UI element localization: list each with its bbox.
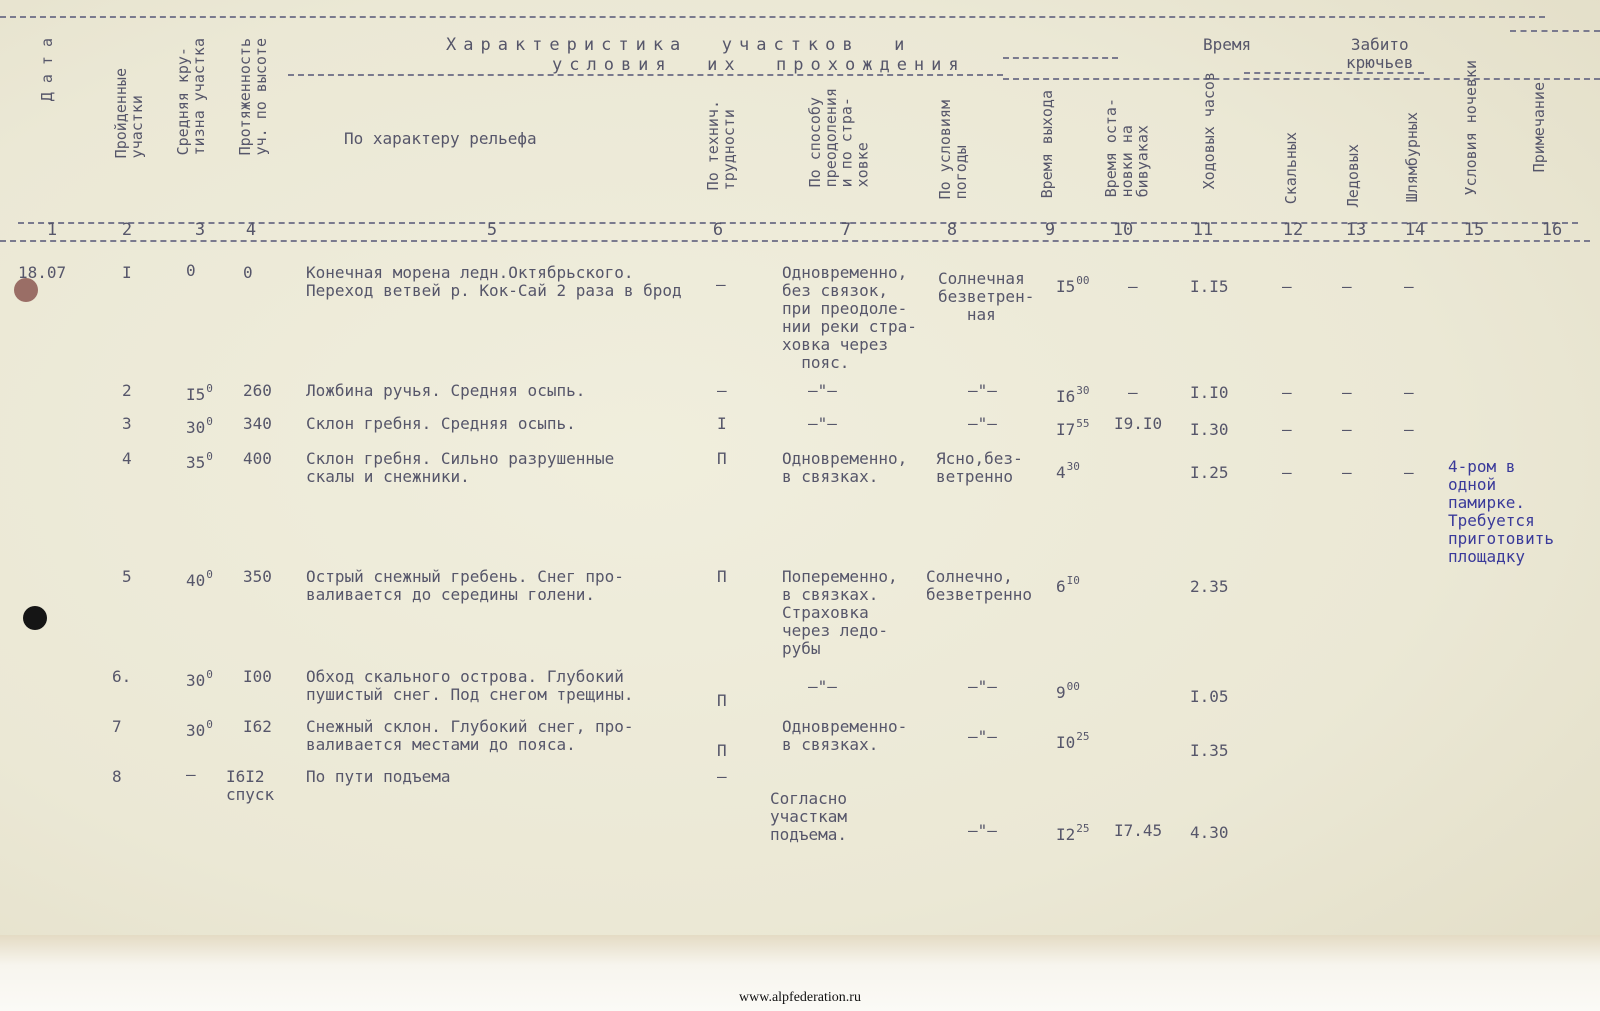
- row-rock-hooks: –: [1282, 277, 1292, 296]
- row-number: 6.: [112, 667, 132, 686]
- column-number: 12: [1282, 220, 1304, 240]
- column-number: 16: [1541, 220, 1563, 240]
- slope-value: 0: [186, 261, 196, 280]
- row-length: 260: [243, 381, 272, 400]
- departure-hour: 9: [1056, 683, 1066, 702]
- row-departure: [1056, 272, 1090, 296]
- row-slope: [186, 262, 196, 280]
- row-bolt-hooks: –: [1404, 463, 1414, 482]
- column-number: 5: [486, 220, 498, 240]
- slope-value: –: [186, 765, 196, 784]
- row-length: I00: [243, 667, 272, 686]
- header-rock: Скальных: [1282, 132, 1300, 205]
- departure-minutes: 00: [1076, 274, 1090, 287]
- row-number: 8: [112, 767, 122, 786]
- departure-minutes: 00: [1066, 680, 1080, 693]
- header-ice: Ледовых: [1344, 144, 1362, 208]
- header-walk-hours: Ходовых часов: [1200, 72, 1218, 190]
- header-overnight: Условия ночевки: [1462, 60, 1480, 196]
- numbers-bottom-rule: [0, 240, 1590, 242]
- row-bolt-hooks: –: [1404, 383, 1414, 402]
- header-note: Примечание: [1530, 82, 1548, 173]
- header-sections: Пройденные участки: [112, 68, 146, 159]
- degree-mark: 0: [206, 568, 213, 581]
- column-number: 13: [1345, 220, 1367, 240]
- header-departure: Время выхода: [1038, 90, 1056, 199]
- departure-hour: I2: [1056, 825, 1076, 844]
- slope-value: 30: [186, 418, 206, 437]
- header-bolts: Шлямбурных: [1403, 112, 1421, 203]
- row-weather: Солнечно, безветренно: [926, 567, 1032, 604]
- row-slope: [186, 413, 213, 437]
- slope-value: 30: [186, 671, 206, 690]
- header-tech: По технич. трудности: [704, 100, 738, 191]
- header-hammered: Забито крючьев: [1346, 35, 1414, 72]
- row-rock-hooks: –: [1282, 463, 1292, 482]
- column-number: 3: [194, 220, 206, 240]
- row-method: –"–: [808, 414, 837, 433]
- departure-hour: 6: [1056, 577, 1066, 596]
- row-number: 7: [112, 717, 122, 736]
- row-method: –"–: [808, 677, 837, 696]
- row-weather: –"–: [968, 727, 997, 746]
- row-walk-hours: I.35: [1190, 741, 1229, 760]
- top-rule-right: [1510, 30, 1600, 32]
- degree-mark: 0: [206, 415, 213, 428]
- punch-hole: [23, 606, 47, 630]
- row-ice-hooks: –: [1342, 383, 1352, 402]
- row-ice-hooks: –: [1342, 420, 1352, 439]
- column-number: 11: [1192, 220, 1214, 240]
- departure-minutes: 30: [1076, 384, 1090, 397]
- row-slope: [186, 716, 213, 740]
- slope-value: 30: [186, 721, 206, 740]
- row-tech: –: [716, 275, 726, 294]
- column-number: 14: [1404, 220, 1426, 240]
- row-weather: –"–: [968, 381, 997, 400]
- departure-hour: I0: [1056, 733, 1076, 752]
- row-tech: П: [717, 691, 727, 710]
- row-walk-hours: 2.35: [1190, 577, 1229, 596]
- slope-value: 35: [186, 453, 206, 472]
- row-number: 3: [122, 414, 132, 433]
- row-departure: [1056, 572, 1080, 596]
- degree-mark: 0: [206, 382, 213, 395]
- row-relief: Обход скального острова. Глубокий пушистый снег. Под снегом трещины.: [306, 667, 634, 704]
- row-bolt-hooks: –: [1404, 420, 1414, 439]
- sub-header-rule-right: [1003, 78, 1600, 80]
- header-method: По способу преодоления и по стра- ховке: [806, 88, 872, 188]
- header-date: Д а т а: [38, 38, 56, 102]
- row-length: I62: [243, 717, 272, 736]
- column-number: 8: [946, 220, 958, 240]
- row-number: 2: [122, 381, 132, 400]
- row-rock-hooks: –: [1282, 420, 1292, 439]
- row-bivouac-stop: I7.45: [1114, 821, 1163, 840]
- row-number: I: [122, 263, 132, 282]
- slope-value: 40: [186, 571, 206, 590]
- row-length: 350: [243, 567, 272, 586]
- header-bivouac: Время оста- новки на бивуаках: [1102, 98, 1152, 198]
- row-method: Одновременно, в связках.: [782, 449, 908, 486]
- row-slope: [186, 448, 213, 472]
- row-tech: П: [717, 449, 727, 468]
- row-relief: По пути подъема: [306, 767, 451, 786]
- row-departure: [1056, 415, 1090, 439]
- row-method: Согласно участкам подъема.: [770, 789, 848, 844]
- row-slope: [186, 666, 213, 690]
- row-weather: Ясно,без- ветренно: [936, 449, 1023, 486]
- degree-mark: 0: [206, 668, 213, 681]
- footer-url: www.alpfederation.ru: [739, 990, 861, 1005]
- row-method: Попеременно, в связках. Страховка через ледо- рубы: [782, 567, 898, 658]
- row-number: 4: [122, 449, 132, 468]
- row-departure: [1056, 820, 1090, 844]
- header-characteristics: Характеристика участков и: [446, 35, 912, 55]
- top-rule: [0, 16, 1545, 18]
- row-slope: [186, 766, 196, 784]
- row-relief: Снежный склон. Глубокий снег, про- валивается местами до пояса.: [306, 717, 634, 754]
- row-departure: [1056, 382, 1090, 406]
- row-departure: [1056, 678, 1080, 702]
- row-departure: [1056, 728, 1090, 752]
- row-relief: Конечная морена ледн.Октябрьского. Переход ветвей р. Кок-Сай 2 раза в брод: [306, 263, 682, 300]
- header-relief: По характеру рельефа: [344, 129, 537, 148]
- departure-minutes: 25: [1076, 822, 1090, 835]
- row-tech: –: [717, 767, 727, 786]
- time-rule: [1003, 57, 1118, 59]
- column-number: 15: [1463, 220, 1485, 240]
- hooks-rule: [1244, 72, 1424, 74]
- row-method: Одновременно- в связках.: [782, 717, 908, 754]
- row-length: 0: [243, 263, 253, 282]
- row-walk-hours: I.05: [1190, 687, 1229, 706]
- row-method: Одновременно, без связок, при преодоле- нии реки стра- ховка через пояс.: [782, 263, 917, 372]
- header-avg-slope: Средняя кру- тизна участка: [174, 38, 208, 156]
- row-method: –"–: [808, 381, 837, 400]
- degree-mark: 0: [206, 450, 213, 463]
- slope-value: I5: [186, 385, 206, 404]
- row-weather: Солнечная безветрен- ная: [938, 269, 1035, 324]
- departure-minutes: I0: [1066, 574, 1080, 587]
- column-number: 2: [121, 220, 133, 240]
- departure-hour: I5: [1056, 277, 1076, 296]
- row-slope: [186, 380, 213, 404]
- row-date: 18.07: [18, 263, 67, 282]
- row-weather: –"–: [968, 414, 997, 433]
- row-walk-hours: I.30: [1190, 420, 1229, 439]
- row-bolt-hooks: –: [1404, 277, 1414, 296]
- row-departure: [1056, 458, 1080, 482]
- row-walk-hours: I.25: [1190, 463, 1229, 482]
- header-height-length: Протяженность уч. по высоте: [236, 38, 270, 156]
- row-weather: –"–: [968, 677, 997, 696]
- departure-hour: I7: [1056, 420, 1076, 439]
- row-relief: Ложбина ручья. Средняя осыпь.: [306, 381, 586, 400]
- row-tech: П: [717, 741, 727, 760]
- row-number: 5: [122, 567, 132, 586]
- header-weather: По условиям погоды: [936, 100, 970, 200]
- row-relief: Острый снежный гребень. Снег про- валивается до середины голени.: [306, 567, 624, 604]
- row-relief: Склон гребня. Средняя осыпь.: [306, 414, 576, 433]
- departure-minutes: 25: [1076, 730, 1090, 743]
- column-number: 1: [46, 220, 58, 240]
- row-length: I6I2 спуск: [226, 767, 275, 804]
- column-number: 9: [1044, 220, 1056, 240]
- departure-minutes: 55: [1076, 417, 1090, 430]
- degree-mark: 0: [206, 718, 213, 731]
- row-length: 400: [243, 449, 272, 468]
- row-bivouac-stop: I9.I0: [1114, 414, 1163, 433]
- row-length: 340: [243, 414, 272, 433]
- departure-hour: I6: [1056, 387, 1076, 406]
- column-number: 10: [1112, 220, 1134, 240]
- header-time: Время: [1203, 35, 1252, 54]
- departure-minutes: 30: [1066, 460, 1080, 473]
- row-walk-hours: I.I5: [1190, 277, 1229, 296]
- row-slope: [186, 566, 213, 590]
- row-walk-hours: 4.30: [1190, 823, 1229, 842]
- row-ice-hooks: –: [1342, 277, 1352, 296]
- row-rock-hooks: –: [1282, 383, 1292, 402]
- row-bivouac-stop: –: [1128, 383, 1138, 402]
- column-number: 6: [712, 220, 724, 240]
- row-walk-hours: I.I0: [1190, 383, 1229, 402]
- row-ice-hooks: –: [1342, 463, 1352, 482]
- row-overnight: 4-ром в одной памирке. Требуется приготовить площадку: [1448, 457, 1554, 566]
- row-weather: –"–: [968, 821, 997, 840]
- departure-hour: 4: [1056, 463, 1066, 482]
- row-bivouac-stop: –: [1128, 277, 1138, 296]
- row-relief: Склон гребня. Сильно разрушенные скалы и снежники.: [306, 449, 615, 486]
- column-number: 7: [840, 220, 852, 240]
- row-tech: I: [717, 414, 727, 433]
- row-tech: –: [717, 381, 727, 400]
- row-tech: П: [717, 567, 727, 586]
- column-number: 4: [245, 220, 257, 240]
- header-conditions: условия их прохождения: [552, 55, 966, 75]
